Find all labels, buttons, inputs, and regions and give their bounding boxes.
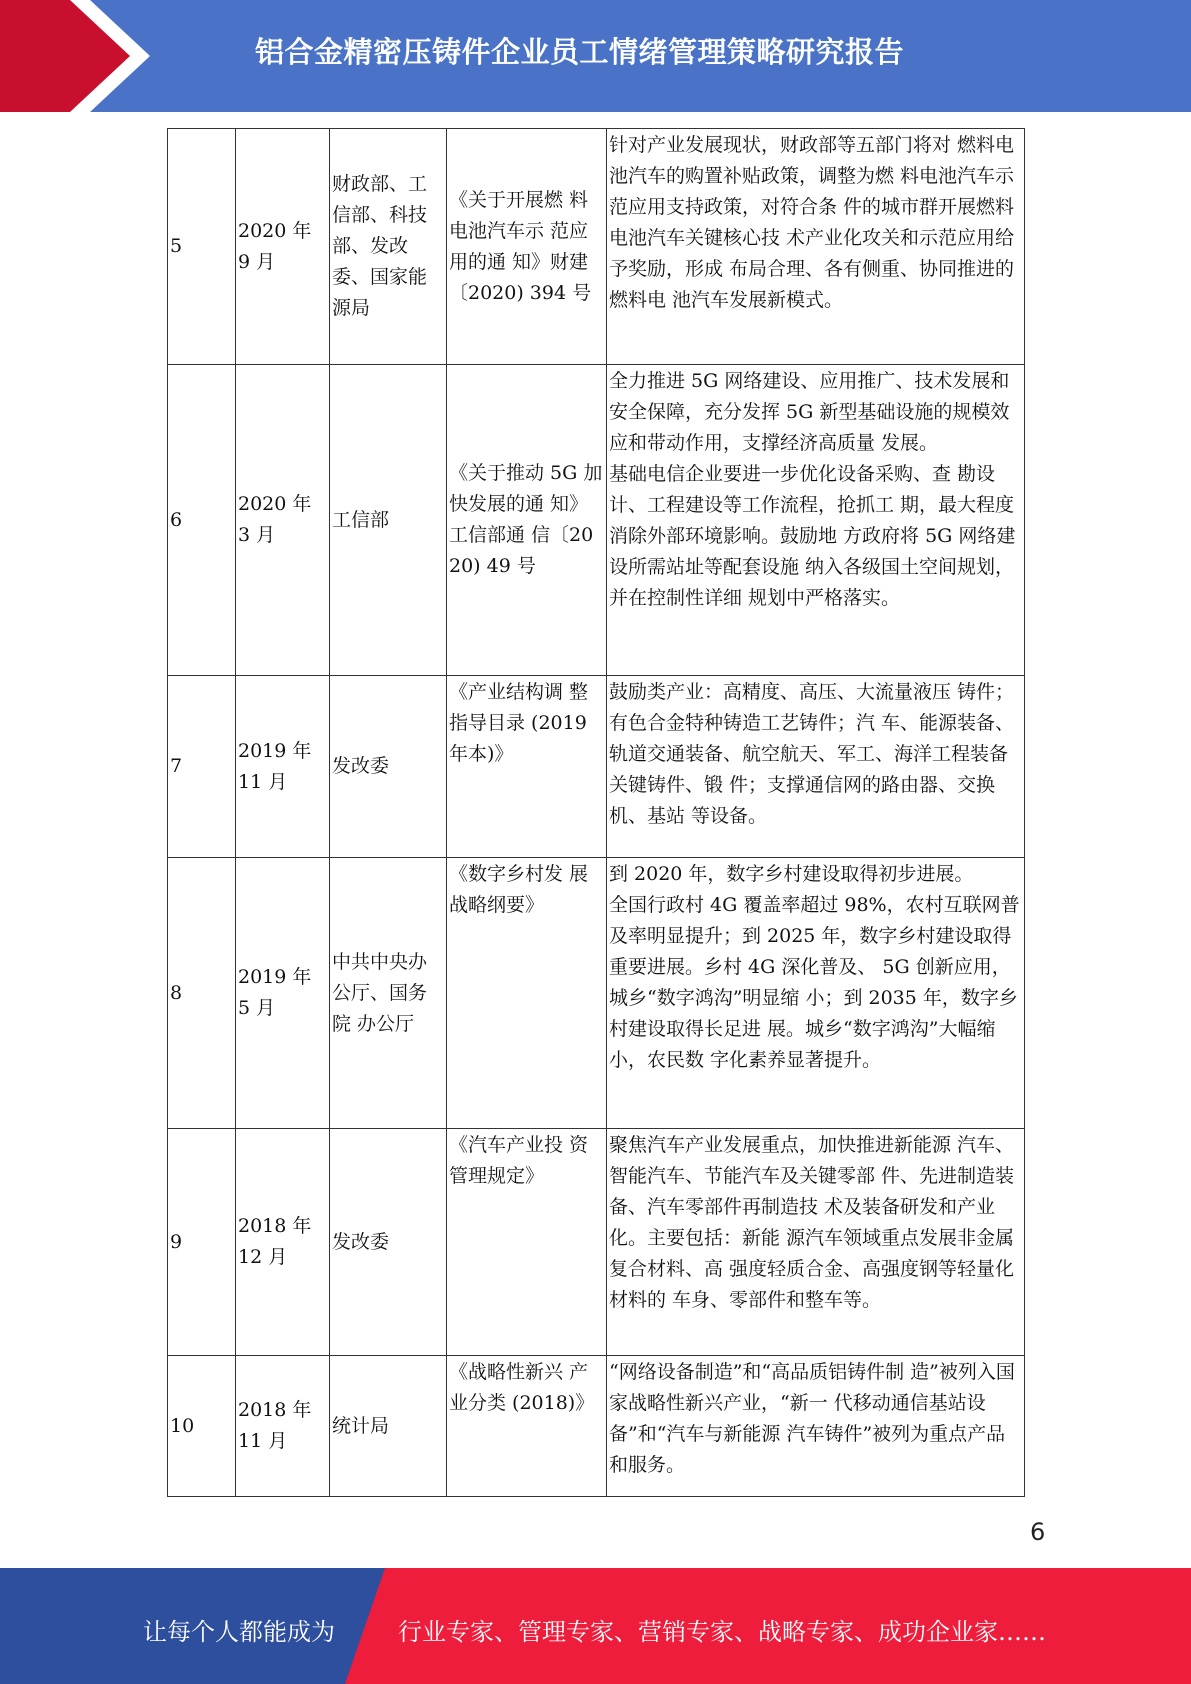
- row-number: 8: [168, 858, 236, 1129]
- content-paragraph: 全力推进 5G 网络建设、应用推广、技术发展和安全保障，充分发挥 5G 新型基础设施的规模效应和带动作用，支撑经济高质量 发展。: [609, 370, 1010, 454]
- row-department: 工信部: [330, 365, 447, 676]
- row-number: 5: [168, 129, 236, 365]
- row-date: 2020 年 3 月: [236, 365, 330, 676]
- row-content: 聚焦汽车产业发展重点，加快推进新能源 汽车、智能汽车、节能汽车及关键零部 件、先进制造装备、汽车零部件再制造技 术及装备研发和产业化。主要包括：新能 源汽车领域重点发展非金属复合材料、高 强度轻质合金、高强度钢等轻量化材料的 车身、零部件和整车等。: [607, 1129, 1025, 1356]
- row-content: [607, 365, 1025, 676]
- content-paragraph: 到 2020 年，数字乡村建设取得初步进展。: [609, 863, 974, 885]
- row-number: 7: [168, 676, 236, 858]
- row-content: “网络设备制造”和“高品质铝铸件制 造”被列入国家战略性新兴产业，“新一 代移动通信基站设备”和“汽车与新能源 汽车铸件”被列为重点产品和服务。: [607, 1356, 1025, 1497]
- policy-table: [167, 128, 1025, 1497]
- row-content: 鼓励类产业：高精度、高压、大流量液压 铸件；有色合金特种铸造工艺铸件；汽 车、能源装备、轨道交通装备、航空航天、军工、海洋工程装备关键铸件、锻 件；支撑通信网的路由器、交换机、基站 等设备。: [607, 676, 1025, 858]
- row-date: 2019 年 11 月: [236, 676, 330, 858]
- table-row: [168, 1129, 1025, 1356]
- row-date: 2018 年 11 月: [236, 1356, 330, 1497]
- row-number: 9: [168, 1129, 236, 1356]
- row-number: 10: [168, 1356, 236, 1497]
- row-document: [447, 365, 607, 676]
- row-department: 统计局: [330, 1356, 447, 1497]
- page-footer: [0, 1568, 1191, 1684]
- row-date: 2020 年 9 月: [236, 129, 330, 365]
- table-row: [168, 129, 1025, 365]
- page-title: 铝合金精密压铸件企业员工情绪管理策略研究报告: [255, 35, 905, 69]
- row-department: 中共中央办公厅、国务院 办公厅: [330, 858, 447, 1129]
- row-department: 发改委: [330, 1129, 447, 1356]
- table-row: [168, 365, 1025, 676]
- document-title: 《关于推动 5G 加快发展的通 知》工信部通 信〔2020) 49 号: [449, 462, 603, 577]
- document-title: 《关于开展燃 料电池汽车示 范应用的通 知》财建〔2020) 394 号: [449, 188, 592, 304]
- table-row: [168, 1356, 1025, 1497]
- footer-slogan-right: 行业专家、管理专家、营销专家、战略专家、成功企业家……: [398, 1618, 1046, 1646]
- row-department: 财政部、工信部、科技部、发改委、国家能源局: [330, 129, 447, 365]
- row-content: 针对产业发展现状，财政部等五部门将对 燃料电池汽车的购置补贴政策，调整为燃 料电池汽车示范应用支持政策，对符合条 件的城市群开展燃料电池汽车关键核心技 术产业化攻关和示范应用给予奖励，形成 布局合理、各有侧重、协同推进的燃料电 池汽车发展新模式。: [607, 129, 1025, 365]
- row-department: 发改委: [330, 676, 447, 858]
- row-content: [607, 858, 1025, 1129]
- row-document: 《数字乡村发 展战略纲要》: [447, 858, 607, 1129]
- row-date: 2019 年 5 月: [236, 858, 330, 1129]
- row-date: 2018 年 12 月: [236, 1129, 330, 1356]
- content-paragraph: 全国行政村 4G 覆盖率超过 98%，农村互联网普及率明显提升；到 2025 年，数字乡村建设取得重要进展。乡村 4G 深化普及、 5G 创新应用，城乡“数字鸿沟”明显缩 小；到 2035 年，数字乡村建设取得长足进 展。城乡“数字鸿沟”大幅缩小，农民数 字化素养显著提升。: [609, 894, 1020, 1071]
- row-document: [447, 129, 607, 365]
- row-document: 《产业结构调 整指导目录 (2019 年本)》: [447, 676, 607, 858]
- page-number: 6: [1030, 1518, 1046, 1546]
- content-paragraph: 基础电信企业要进一步优化设备采购、查 勘设计、工程建设等工作流程，抢抓工 期，最大程度消除外部环境影响。鼓励地 方政府将 5G 网络建设所需站址等配套设施 纳入各级国土空间规划，并在控制性详细 规划中严格落实。: [609, 463, 1016, 609]
- page-header: [0, 0, 1191, 112]
- row-document: 《汽车产业投 资管理规定》: [447, 1129, 607, 1356]
- footer-slogan-left: 让每个人都能成为: [143, 1618, 335, 1646]
- table-row: [168, 858, 1025, 1129]
- row-document: 《战略性新兴 产业分类 (2018)》: [447, 1356, 607, 1497]
- header-arrow-icon: [0, 0, 160, 112]
- table-row: [168, 676, 1025, 858]
- row-number: 6: [168, 365, 236, 676]
